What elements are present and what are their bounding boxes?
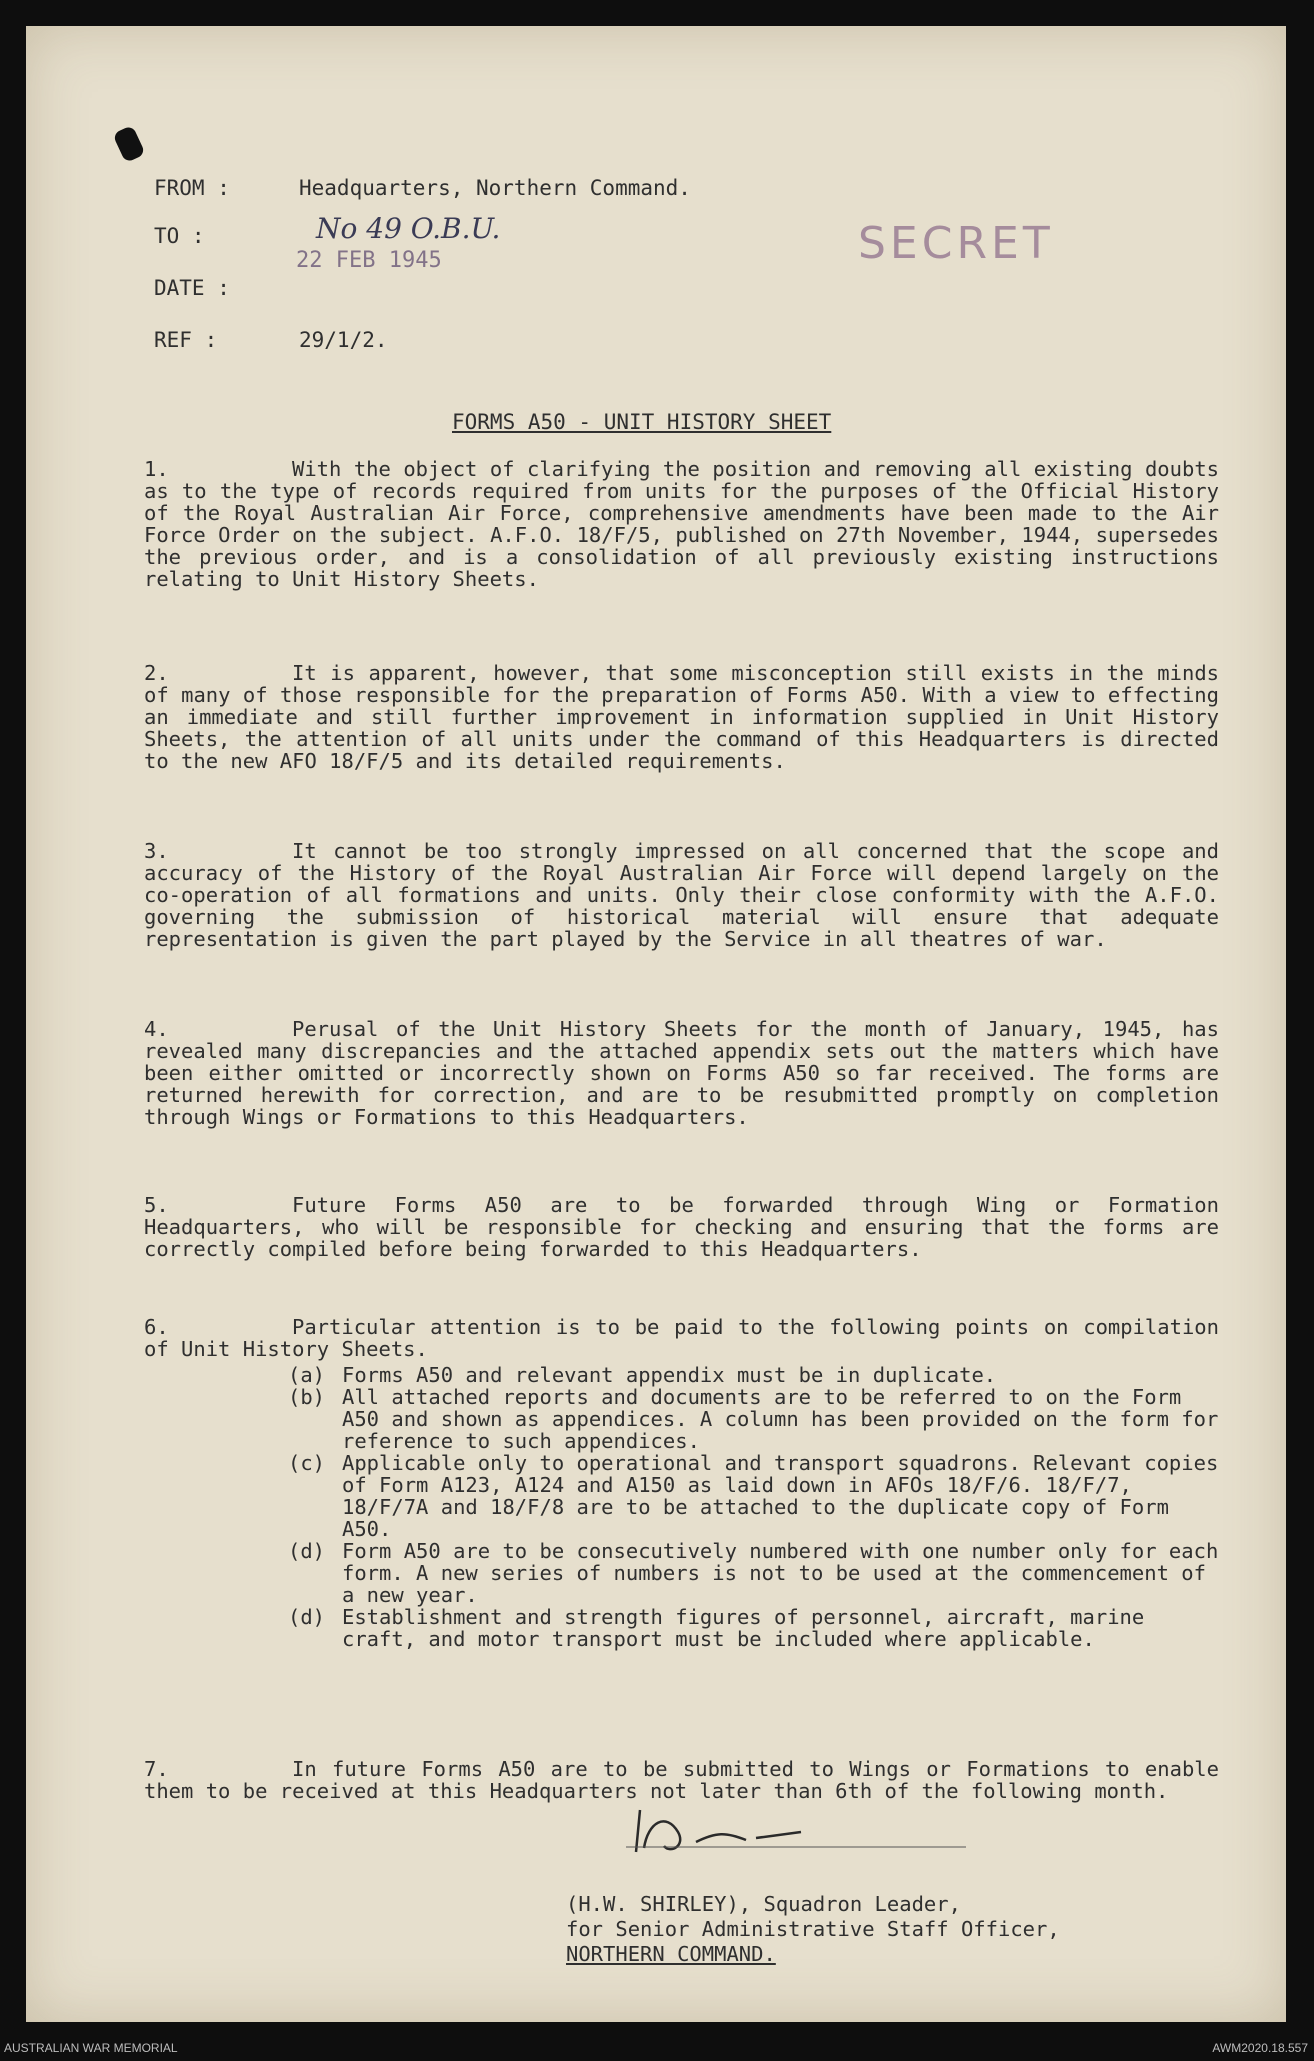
signature-block [566,1892,1060,1967]
compilation-points-list [288,1364,1228,1650]
to-label: TO : [154,224,205,248]
date-line [154,276,299,300]
paragraph-7: 7. In future Forms A50 are to be submitted to Wings or Formations to enable them to be received at this Headquarters not later than 6th of the following month. [144,1757,1232,1803]
date-label: DATE : [154,276,230,300]
from-line [154,176,691,200]
secret-stamp: SECRET [858,218,1054,269]
handwritten-signature [626,1802,806,1873]
list-item: (b) All attached reports and documents are to be referred to on the Form A50 and shown as appendices. A column has been provided on the form for reference to such appendices. [288,1385,1219,1453]
list-item: (a) Forms A50 and relevant appendix must be in duplicate. [288,1363,997,1387]
paragraph-2: 2. It is apparent, however, that some misconception still exists in the minds of many of those responsible for the preparation of Forms A50. With a view to effecting an immediate and still further improvement in information supplied in Unit History Sheets, the attention of all units under the command of this Headquarters is directed to the new AFO 18/F/5 and its detailed requirements. [144,661,1232,773]
signatory-name: (H.W. SHIRLEY), Squadron Leader, [566,1892,961,1916]
footer-accession-number: AWM2020.18.557 [1212,2041,1308,2055]
from-label: FROM : [154,176,230,200]
paragraph-4: 4. Perusal of the Unit History Sheets for the month of January, 1945, has revealed many discrepancies and the attached appendix sets out the matters which have been either omitted or incorrectly shown on Forms A50 so far received. The forms are returned herewith for correction, and are to be resubmitted promptly on completion through Wings or Formations to this Headquarters. [144,1017,1232,1129]
ref-value: 29/1/2. [299,328,388,352]
paragraph-3: 3. It cannot be too strongly impressed on all concerned that the scope and accuracy of the History of the Royal Australian Air Force will depend largely on the co-operation of all formations and units. Only their close conformity with the A.F.O. governing the submission of historical material will ensure that adequate representation is given the part played by the Service in all theatres of war. [144,839,1232,951]
to-line [154,224,299,248]
date-stamp: 22 FEB 1945 [296,248,442,273]
paragraph-5: 5. Future Forms A50 are to be forwarded through Wing or Formation Headquarters, who will be responsible for checking and ensuring that the forms are correctly compiled before being forwarded to this Headquarters. [144,1193,1232,1261]
signatory-role: for Senior Administrative Staff Officer, [566,1917,1060,1941]
punch-hole-mark [112,125,145,163]
list-item: (d) Establishment and strength figures of personnel, aircraft, marine craft, and motor transport must be included where applicable. [288,1605,1145,1651]
to-value-handwritten: No 49 O.B.U. [316,212,501,245]
from-value: Headquarters, Northern Command. [299,176,691,200]
document-title: FORMS A50 - UNIT HISTORY SHEET [452,410,832,434]
document-sheet [26,26,1286,2022]
footer-archive-name: AUSTRALIAN WAR MEMORIAL [4,2041,178,2055]
ref-label: REF : [154,328,218,352]
signatory-command: NORTHERN COMMAND. [566,1942,776,1966]
list-item: (c) Applicable only to operational and transport squadrons. Relevant copies of Form A123, A124 and A150 as laid down in AFOs 18/F/6. 18/F/7, 18/F/7A and 18/F/8 are to be attached to the duplicate copy of Form A50. [288,1451,1219,1541]
ref-line [154,328,388,352]
paragraph-1: 1. With the object of clarifying the position and removing all existing doubts as to the type of records required from units for the purposes of the Official History of the Royal Australian Air Force, comprehensive amendments have been made to the Air Force Order on the subject. A.F.O. 18/F/5, published on 27th November, 1944, supersedes the previous order, and is a consolidation of all previously existing instructions relating to Unit History Sheets. [144,457,1232,591]
signature-line [626,1846,966,1848]
signature-scribble [626,1802,806,1862]
paragraph-6: 6. Particular attention is to be paid to the following points on compilation of Unit History Sheets. [144,1315,1232,1361]
list-item: (d) Form A50 are to be consecutively numbered with one number only for each form. A new series of numbers is not to be used at the commencement of a new year. [288,1539,1219,1607]
